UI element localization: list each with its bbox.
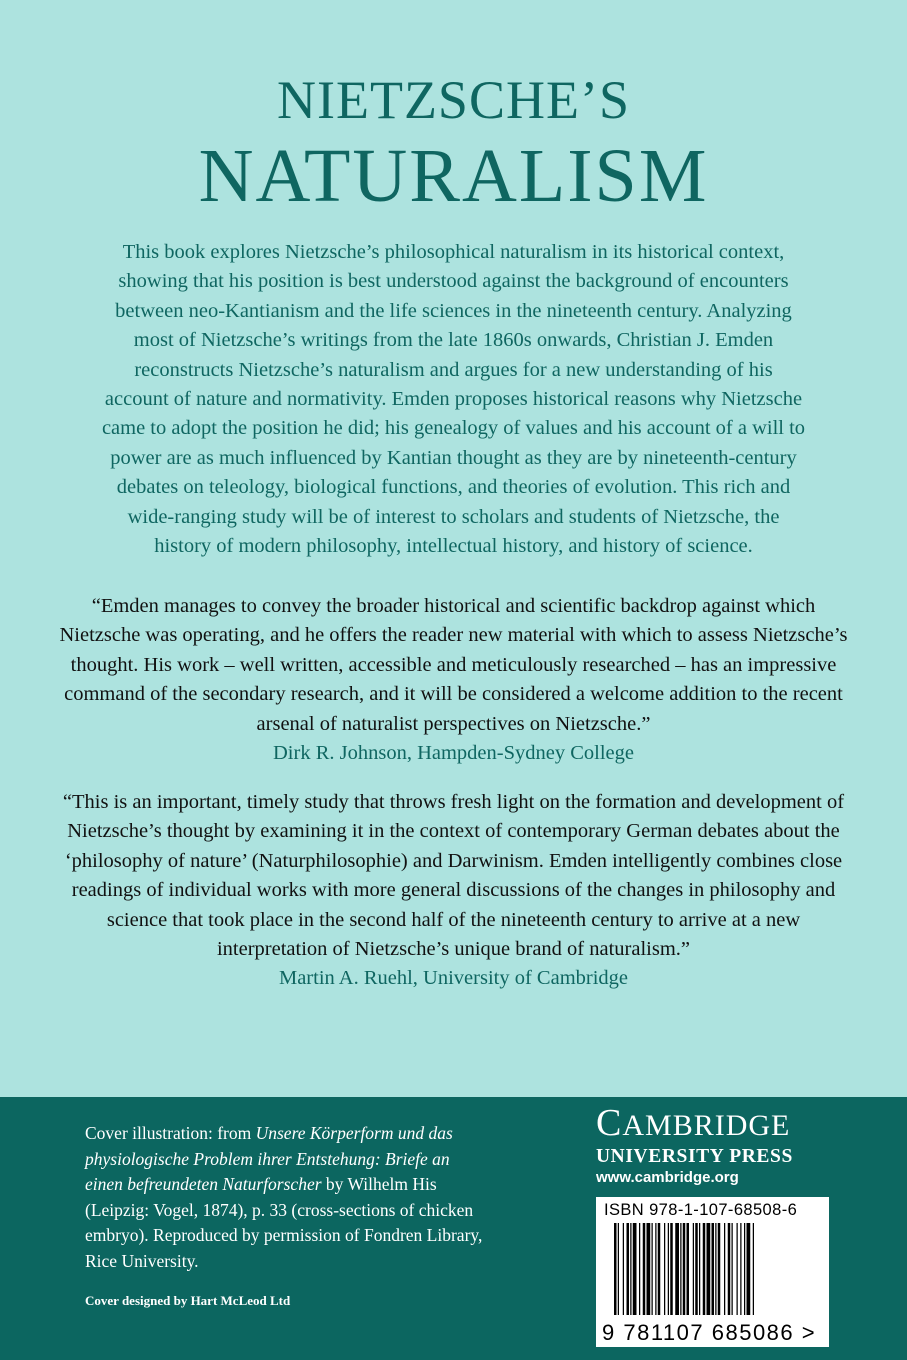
barcode-bar [753,1223,754,1315]
barcode-bar [707,1223,711,1315]
publisher-press: UNIVERSITY PRESS [596,1146,793,1167]
cover-designer-credit: Cover designed by Hart McLeod Ltd [85,1293,291,1308]
barcode-bar [724,1223,725,1315]
cover-illustration-credit [85,1121,485,1274]
isbn-barcode-box [596,1197,829,1347]
barcode-bar [670,1223,673,1315]
barcode-bar [668,1223,669,1315]
barcode-bar [614,1223,617,1315]
barcode-bar [687,1223,690,1315]
credit-source-title: Unsere Körperform und das physiologische Problem ihrer Entstehung: Briefe an einen befreundeten Naturforscher [85,1123,453,1194]
title-line-2: NATURALISM [198,134,709,218]
footer-band [0,1097,907,1360]
publisher-initial: C [596,1102,623,1144]
barcode-bar [728,1223,731,1315]
barcode-bar [703,1223,706,1315]
review-quote-2 [52,788,855,994]
barcode-bar [732,1223,733,1315]
barcode-bar [652,1223,653,1315]
barcode-bar [680,1223,681,1315]
barcode-bar [718,1223,721,1315]
title-line-1: NIETZSCHE’S [277,70,630,130]
barcode-bar [647,1223,651,1315]
publisher-name-rest: AMBRIDGE [622,1109,791,1142]
isbn-number: ISBN 978-1-107-68508-6 [604,1201,798,1219]
barcode-bar [712,1223,715,1315]
barcode-digits: 9 781107 685086 > [602,1320,817,1345]
barcode-bar [639,1223,640,1315]
barcode-bar [623,1223,624,1315]
barcode-bar [658,1223,661,1315]
review-quote-2-attribution: Martin A. Ruehl, University of Cambridge [278,967,629,990]
barcode-icon [600,1223,825,1345]
credit-prefix: Cover illustration: from [85,1123,256,1143]
barcode-bar [715,1223,716,1315]
barcode-bar [695,1223,698,1315]
barcode-bar [744,1223,745,1315]
barcode-bar [655,1223,656,1315]
review-quote-1 [52,592,855,768]
barcode-bar [693,1223,694,1315]
credit-suffix: by Wilhelm His (Leipzig: Vogel, 1874), p. 33 (cross-sections of chicken embryo). Reproduced by permission of Fondren Library, Rice University. [85,1174,483,1271]
barcode-bar [630,1223,631,1315]
publisher-url: www.cambridge.org [596,1169,739,1186]
review-quote-1-text: “Emden manages to convey the broader historical and scientific backdrop against which Nietzsche was operating, and he offers the reader new material with which to assess Nietzsche’s thought. His work – well written, accessible and meticulously researched – has an impressive command of the secondary research, and it will be considered a welcome addition to the recent arsenal of naturalist perspectives on Nietzsche.” [59,595,848,735]
barcode-bar [737,1223,738,1315]
barcode-bar [740,1223,741,1315]
barcode-bar [643,1223,646,1315]
review-quote-2-text: “This is an important, timely study that throws fresh light on the formation and development of Nietzsche’s thought by examining it in the context of contemporary German debates about the ‘philosophy of nature’ (Naturphilosophie) and Darwinism. Emden intelligently combines close readings of individual works with more general discussions of the changes in philosophy and science that took place in the second half of the nineteenth century to arrive at a new interpretation of Nietzsche’s unique brand of naturalism.” [62,791,845,961]
barcode-bar [618,1223,619,1315]
barcode-bar [627,1223,630,1315]
barcode-bar [633,1223,637,1315]
barcode-bar [699,1223,700,1315]
publisher-name [596,1103,836,1146]
barcode-bar [747,1223,751,1315]
barcode-bar [664,1223,665,1315]
barcode-bar [683,1223,686,1315]
barcode-bar [675,1223,679,1315]
review-quote-1-attribution: Dirk R. Johnson, Hampden-Sydney College [273,742,634,765]
publisher-logo [596,1103,836,1188]
book-blurb: This book explores Nietzsche’s philosophical naturalism in its historical context, showing that his position is best understood against the background of encounters between neo-Kantianism and the life sciences in the nineteenth century. Analyzing most of Nietzsche’s writings from the late 1860s onwards, Christian J. Emden reconstructs Nietzsche’s naturalism and argues for a new understanding of his account of nature and normativity. Emden proposes historical reasons why Nietzsche came to adopt the position he did; his genealogy of values and his account of a will to power are as much influenced by Kantian thought as they are by nineteenth-century debates on teleology, biological functions, and theories of evolution. This rich and wide-ranging study will be of interest to scholars and students of Nietzsche, the history of modern philosophy, intellectual history, and history of science. [101,241,806,558]
